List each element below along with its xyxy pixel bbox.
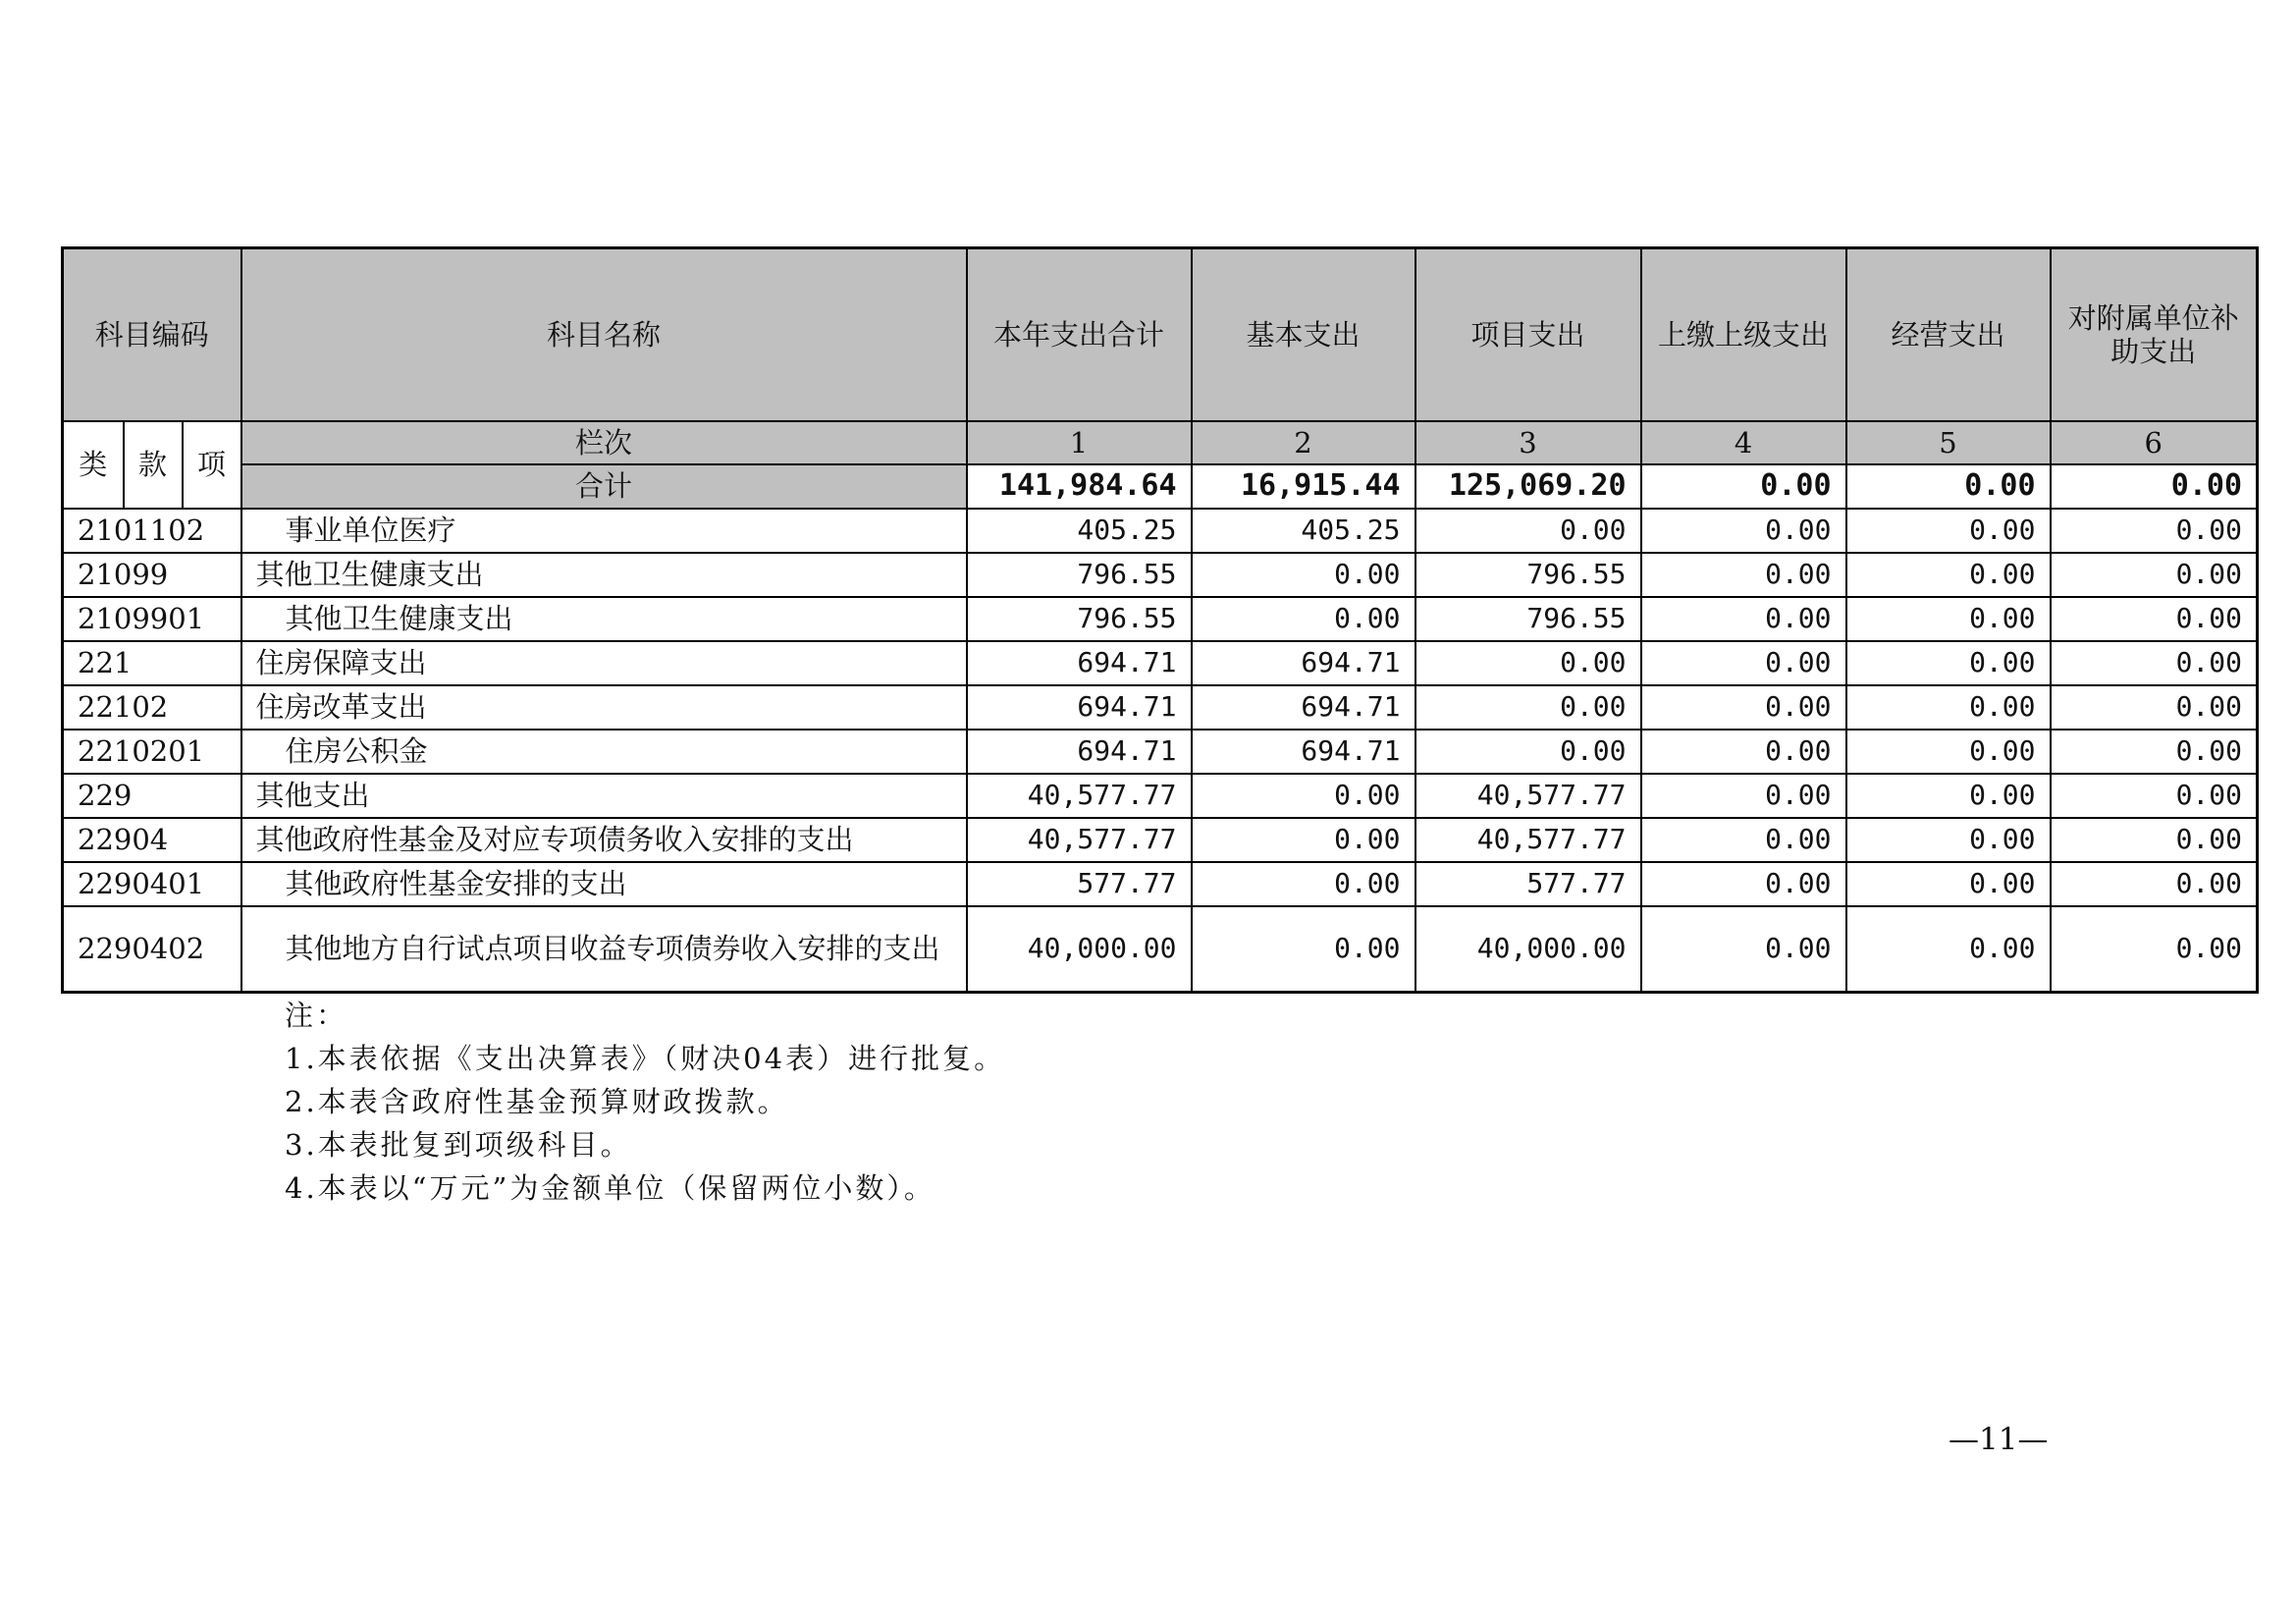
row-name: 其他卫生健康支出 <box>241 553 967 597</box>
row-code: 2109901 <box>63 597 241 641</box>
row-code: 221 <box>63 641 241 685</box>
total-value-5: 0.00 <box>1846 464 2051 509</box>
row-value-5: 0.00 <box>1846 774 2051 818</box>
table-row <box>63 730 2258 774</box>
col-number-3: 3 <box>1415 421 1641 464</box>
row-name: 其他政府性基金安排的支出 <box>241 862 967 906</box>
row-value-4: 0.00 <box>1641 553 1846 597</box>
row-value-3: 40,000.00 <box>1415 906 1641 993</box>
page-number: —11— <box>1949 1422 2049 1457</box>
sub-header-xiang: 项 <box>183 421 241 509</box>
header-col-4: 上缴上级支出 <box>1641 248 1846 421</box>
total-value-2: 16,915.44 <box>1192 464 1415 509</box>
table-row <box>63 685 2258 730</box>
col-number-2: 2 <box>1192 421 1415 464</box>
row-value-3: 0.00 <box>1415 641 1641 685</box>
row-code: 2290402 <box>63 906 241 993</box>
table-row <box>63 862 2258 906</box>
column-number-row <box>63 421 2258 464</box>
total-value-3: 125,069.20 <box>1415 464 1641 509</box>
table-row <box>63 906 2258 993</box>
header-name: 科目名称 <box>241 248 967 421</box>
table-row <box>63 818 2258 862</box>
row-value-5: 0.00 <box>1846 818 2051 862</box>
row-value-5: 0.00 <box>1846 906 2051 993</box>
row-value-2: 0.00 <box>1192 597 1415 641</box>
row-name: 住房公积金 <box>241 730 967 774</box>
row-code: 2101102 <box>63 509 241 553</box>
row-value-1: 694.71 <box>967 685 1192 730</box>
header-row <box>63 248 2258 421</box>
sub-header-lei: 类 <box>63 421 124 509</box>
row-value-6: 0.00 <box>2051 597 2258 641</box>
row-value-3: 0.00 <box>1415 509 1641 553</box>
total-label: 合计 <box>241 464 967 509</box>
row-value-1: 796.55 <box>967 553 1192 597</box>
col-number-5: 5 <box>1846 421 2051 464</box>
row-value-1: 694.71 <box>967 730 1192 774</box>
note-item: 4.本表以“万元”为金额单位（保留两位小数）。 <box>285 1171 935 1205</box>
row-value-4: 0.00 <box>1641 906 1846 993</box>
row-value-4: 0.00 <box>1641 774 1846 818</box>
row-name: 事业单位医疗 <box>241 509 967 553</box>
row-code: 21099 <box>63 553 241 597</box>
row-value-2: 405.25 <box>1192 509 1415 553</box>
row-code: 2290401 <box>63 862 241 906</box>
row-value-3: 796.55 <box>1415 553 1641 597</box>
row-value-3: 40,577.77 <box>1415 774 1641 818</box>
row-value-6: 0.00 <box>2051 906 2258 993</box>
row-value-3: 796.55 <box>1415 597 1641 641</box>
data-rows <box>63 509 2258 993</box>
row-value-2: 0.00 <box>1192 862 1415 906</box>
col-number-4: 4 <box>1641 421 1846 464</box>
row-value-5: 0.00 <box>1846 730 2051 774</box>
header-col-5: 经营支出 <box>1846 248 2051 421</box>
row-value-6: 0.00 <box>2051 818 2258 862</box>
table-row <box>63 641 2258 685</box>
table-row <box>63 553 2258 597</box>
header-col-6: 对附属单位补助支出 <box>2051 248 2258 421</box>
row-value-6: 0.00 <box>2051 641 2258 685</box>
row-value-4: 0.00 <box>1641 818 1846 862</box>
row-code: 2210201 <box>63 730 241 774</box>
col-number-6: 6 <box>2051 421 2258 464</box>
total-value-1: 141,984.64 <box>967 464 1192 509</box>
row-value-2: 0.00 <box>1192 774 1415 818</box>
row-value-5: 0.00 <box>1846 685 2051 730</box>
row-value-6: 0.00 <box>2051 730 2258 774</box>
row-value-4: 0.00 <box>1641 862 1846 906</box>
table-row <box>63 774 2258 818</box>
row-value-1: 577.77 <box>967 862 1192 906</box>
row-value-2: 0.00 <box>1192 553 1415 597</box>
header-col-3: 项目支出 <box>1415 248 1641 421</box>
row-value-3: 0.00 <box>1415 685 1641 730</box>
row-name: 住房保障支出 <box>241 641 967 685</box>
row-value-6: 0.00 <box>2051 553 2258 597</box>
row-code: 22102 <box>63 685 241 730</box>
row-value-1: 40,577.77 <box>967 818 1192 862</box>
sub-header-lanci: 栏次 <box>241 421 967 464</box>
row-name: 其他政府性基金及对应专项债务收入安排的支出 <box>241 818 967 862</box>
row-code: 22904 <box>63 818 241 862</box>
row-value-4: 0.00 <box>1641 597 1846 641</box>
expenditure-table <box>61 246 2259 994</box>
row-value-6: 0.00 <box>2051 685 2258 730</box>
notes-title: 注： <box>285 999 348 1032</box>
row-name: 其他支出 <box>241 774 967 818</box>
total-value-6: 0.00 <box>2051 464 2258 509</box>
total-value-4: 0.00 <box>1641 464 1846 509</box>
note-item: 1.本表依据《支出决算表》（财决04表）进行批复。 <box>285 1042 1006 1075</box>
row-value-6: 0.00 <box>2051 509 2258 553</box>
table-row <box>63 509 2258 553</box>
row-value-2: 0.00 <box>1192 818 1415 862</box>
sub-header-kuan: 款 <box>124 421 183 509</box>
total-row <box>63 464 2258 509</box>
row-value-2: 694.71 <box>1192 685 1415 730</box>
row-value-3: 577.77 <box>1415 862 1641 906</box>
note-item: 3.本表批复到项级科目。 <box>285 1128 632 1162</box>
header-col-2: 基本支出 <box>1192 248 1415 421</box>
notes <box>285 994 1005 1210</box>
row-value-2: 0.00 <box>1192 906 1415 993</box>
row-value-4: 0.00 <box>1641 509 1846 553</box>
row-value-5: 0.00 <box>1846 509 2051 553</box>
row-value-5: 0.00 <box>1846 553 2051 597</box>
row-value-1: 796.55 <box>967 597 1192 641</box>
row-value-5: 0.00 <box>1846 641 2051 685</box>
row-value-5: 0.00 <box>1846 597 2051 641</box>
row-name: 住房改革支出 <box>241 685 967 730</box>
row-value-6: 0.00 <box>2051 774 2258 818</box>
col-number-1: 1 <box>967 421 1192 464</box>
row-value-1: 40,000.00 <box>967 906 1192 993</box>
row-code: 229 <box>63 774 241 818</box>
row-value-2: 694.71 <box>1192 641 1415 685</box>
row-value-5: 0.00 <box>1846 862 2051 906</box>
row-value-1: 405.25 <box>967 509 1192 553</box>
row-name: 其他卫生健康支出 <box>241 597 967 641</box>
row-value-6: 0.00 <box>2051 862 2258 906</box>
row-value-4: 0.00 <box>1641 685 1846 730</box>
row-value-1: 40,577.77 <box>967 774 1192 818</box>
table-row <box>63 597 2258 641</box>
row-name: 其他地方自行试点项目收益专项债券收入安排的支出 <box>241 906 967 993</box>
note-item: 2.本表含政府性基金预算财政拨款。 <box>285 1085 789 1118</box>
header-col-1: 本年支出合计 <box>967 248 1192 421</box>
row-value-4: 0.00 <box>1641 730 1846 774</box>
row-value-3: 0.00 <box>1415 730 1641 774</box>
row-value-1: 694.71 <box>967 641 1192 685</box>
row-value-4: 0.00 <box>1641 641 1846 685</box>
header-code: 科目编码 <box>63 248 241 421</box>
row-value-3: 40,577.77 <box>1415 818 1641 862</box>
row-value-2: 694.71 <box>1192 730 1415 774</box>
